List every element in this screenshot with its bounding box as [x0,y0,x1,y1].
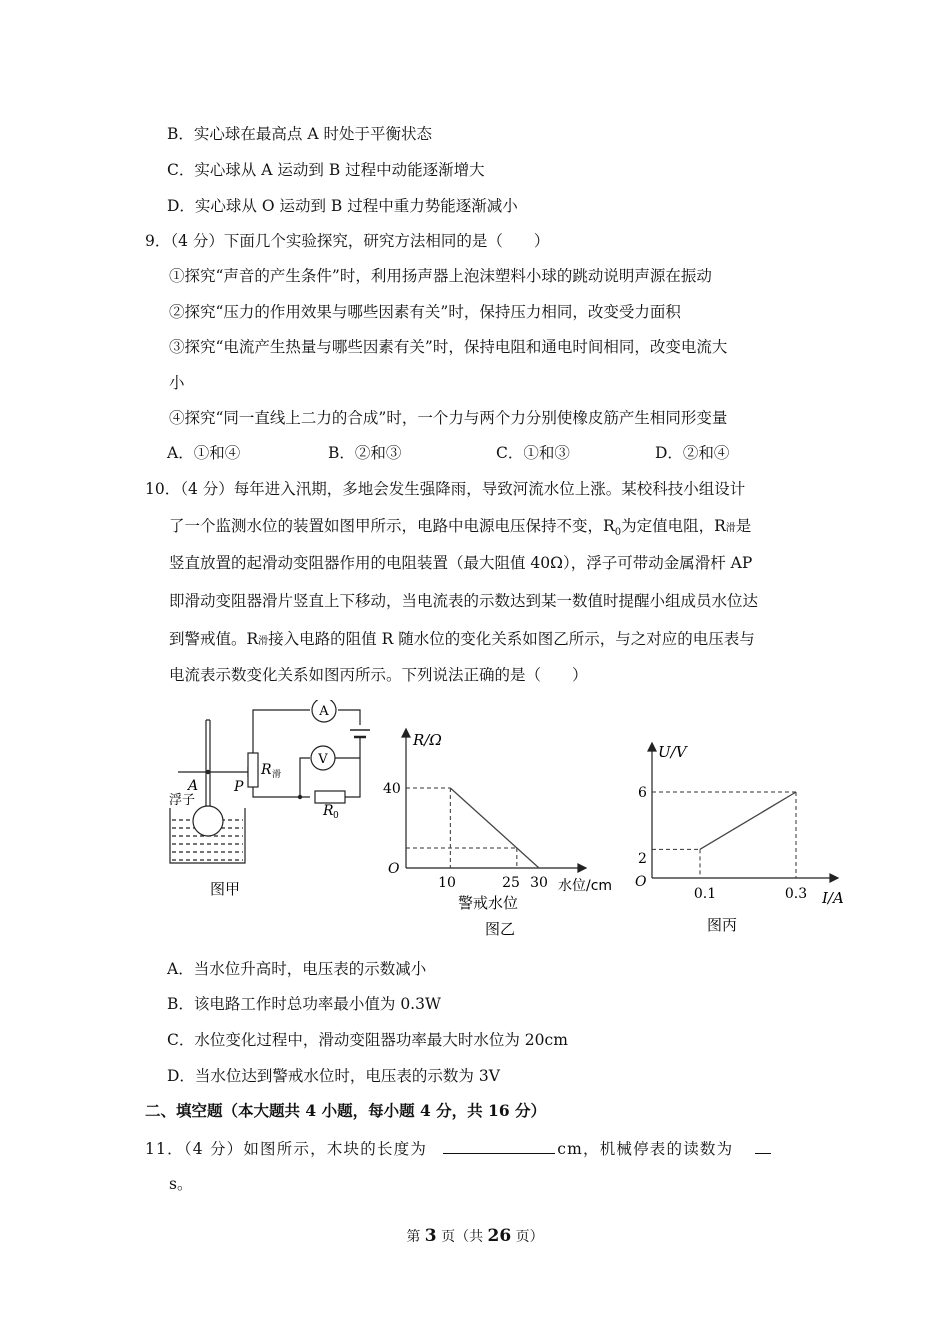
page-footer [0,1226,950,1246]
q10-stem-line2 [169,516,751,543]
chart-yi [378,725,630,940]
rheostat [248,753,258,787]
rslide-label: R [261,762,272,778]
q10-stem-line6: 电流表示数变化关系如图丙所示。下列说法正确的是（ ） [169,666,588,684]
q10-stem-line1: 10．（4 分）每年进入汛期，多地会发生强降雨，导致河流水位上涨。某校科技小组设计 [145,480,746,498]
y-tick-label: 2 [638,851,647,867]
page-number: 3 [424,1226,437,1246]
q10-stem-line4: 即滑动变阻器滑片竖直上下移动，当电流表的示数达到某一数值时提醒小组成员水位达 [169,592,759,610]
q9-item-1: ①探究“声音的产生条件”时，利用扬声器上泡沫塑料小球的跳动说明声源在振动 [169,267,712,285]
figure-yi-caption: 图乙 [485,920,516,938]
point-p-label: P [234,779,244,795]
resistor-r0 [315,791,345,803]
q11-text: 11．（4 分）如图所示，木块的长度为 [145,1140,428,1158]
q10-option-c: C．水位变化过程中，滑动变阻器功率最大时水位为 20cm [167,1031,568,1049]
q11-stem [145,1137,771,1159]
length-blank[interactable] [443,1137,555,1154]
footer-text: 页） [511,1229,544,1245]
q9-item-3-cont: 小 [169,374,185,392]
origin-label: O [388,861,400,877]
footer-text: 第 [406,1229,425,1245]
q10-text: 了一个监测水位的装置如图甲所示，电路中电源电压保持不变，R [169,517,615,535]
y-tick-label: 40 [383,781,401,797]
q10-stem-line3: 竖直放置的起滑动变阻器作用的电阻装置（最大阻值 40Ω），浮子可带动金属滑杆 AP [169,554,753,572]
rslide-subscript: 滑 [725,523,736,534]
q9-item-2: ②探究“压力的作用效果与哪些因素有关”时，保持压力相同，改变受力面积 [169,303,681,321]
q10-option-a: A．当水位升高时，电压表的示数减小 [167,960,427,978]
float-label: 浮子 [169,793,196,808]
x-tick-label: 10 [438,875,456,891]
section-2-title: 二、填空题（本大题共 4 小题，每小题 4 分，共 16 分） [145,1101,547,1120]
u-vs-i-line [700,792,796,849]
point-a-label: A [188,778,199,794]
ammeter-label: A [319,704,329,719]
y-tick-label: 6 [638,785,647,801]
q10-text: 为定值电阻，R [621,517,726,535]
figure-bing-caption: 图丙 [707,916,738,934]
float-ball [193,806,223,836]
q8-option-d: D．实心球从 O 运动到 B 过程中重力势能逐渐减小 [167,197,518,215]
q10-stem-line5 [169,629,755,652]
stopwatch-blank[interactable] [755,1137,771,1154]
q10-option-d: D．当水位达到警戒水位时，电压表的示数为 3V [167,1067,500,1085]
q11-text: cm，机械停表的读数为 [557,1140,734,1158]
q10-option-b: B．该电路工作时总功率最小值为 0.3W [167,995,441,1013]
circuit-figure [160,700,380,905]
q8-option-b: B．实心球在最高点 A 时处于平衡状态 [167,125,432,143]
q9-option-c: C．①和③ [496,444,570,462]
rslide-subscript: 滑 [258,636,269,647]
x-tick-label: 0.1 [693,886,717,902]
q8-option-c: C．实心球从 A 运动到 B 过程中动能逐渐增大 [167,161,485,179]
q9-item-3: ③探究“电流产生热量与哪些因素有关”时，保持电阻和通电时间相同，改变电流大 [169,338,728,356]
y-axis-label: R/Ω [413,731,442,749]
warning-level-label: 警戒水位 [458,894,519,912]
figure-jia-caption: 图甲 [210,880,241,898]
q10-text: 接入电路的阻值 R 随水位的变化关系如图乙所示，与之对应的电压表与 [268,630,755,648]
q11-stem-cont: s。 [169,1175,193,1193]
q9-option-b: B．②和③ [328,444,402,462]
footer-text: 页（共 [436,1229,488,1245]
x-tick-label: 30 [530,875,548,891]
voltmeter-label: V [318,752,328,767]
chart-bing [630,735,852,935]
x-axis-label: 水位/cm [558,878,613,894]
y-axis-label: U/V [658,743,687,761]
x-tick-label: 0.3 [784,886,808,902]
q10-text: 是 [735,517,752,535]
x-tick-label: 25 [502,875,520,891]
q9-option-d: D．②和④ [655,444,730,462]
r0-label: R [323,803,334,819]
r-vs-level-line [450,788,539,868]
origin-label: O [635,874,647,890]
q9-option-a: A．①和④ [167,444,241,462]
r0-sub-label: 0 [333,811,339,821]
q9-stem: 9．（4 分）下面几个实验探究，研究方法相同的是（ ） [145,232,550,250]
r0-subscript: 0 [614,527,622,539]
x-axis-label: I/A [822,889,844,907]
wire [253,710,310,753]
rslide-sub-label: 滑 [272,770,282,780]
total-pages: 26 [487,1226,512,1246]
q10-text: 到警戒值。R [169,630,259,648]
q9-item-4: ④探究“同一直线上二力的合成”时，一个力与两个力分别使橡皮筋产生相同形变量 [169,409,728,427]
